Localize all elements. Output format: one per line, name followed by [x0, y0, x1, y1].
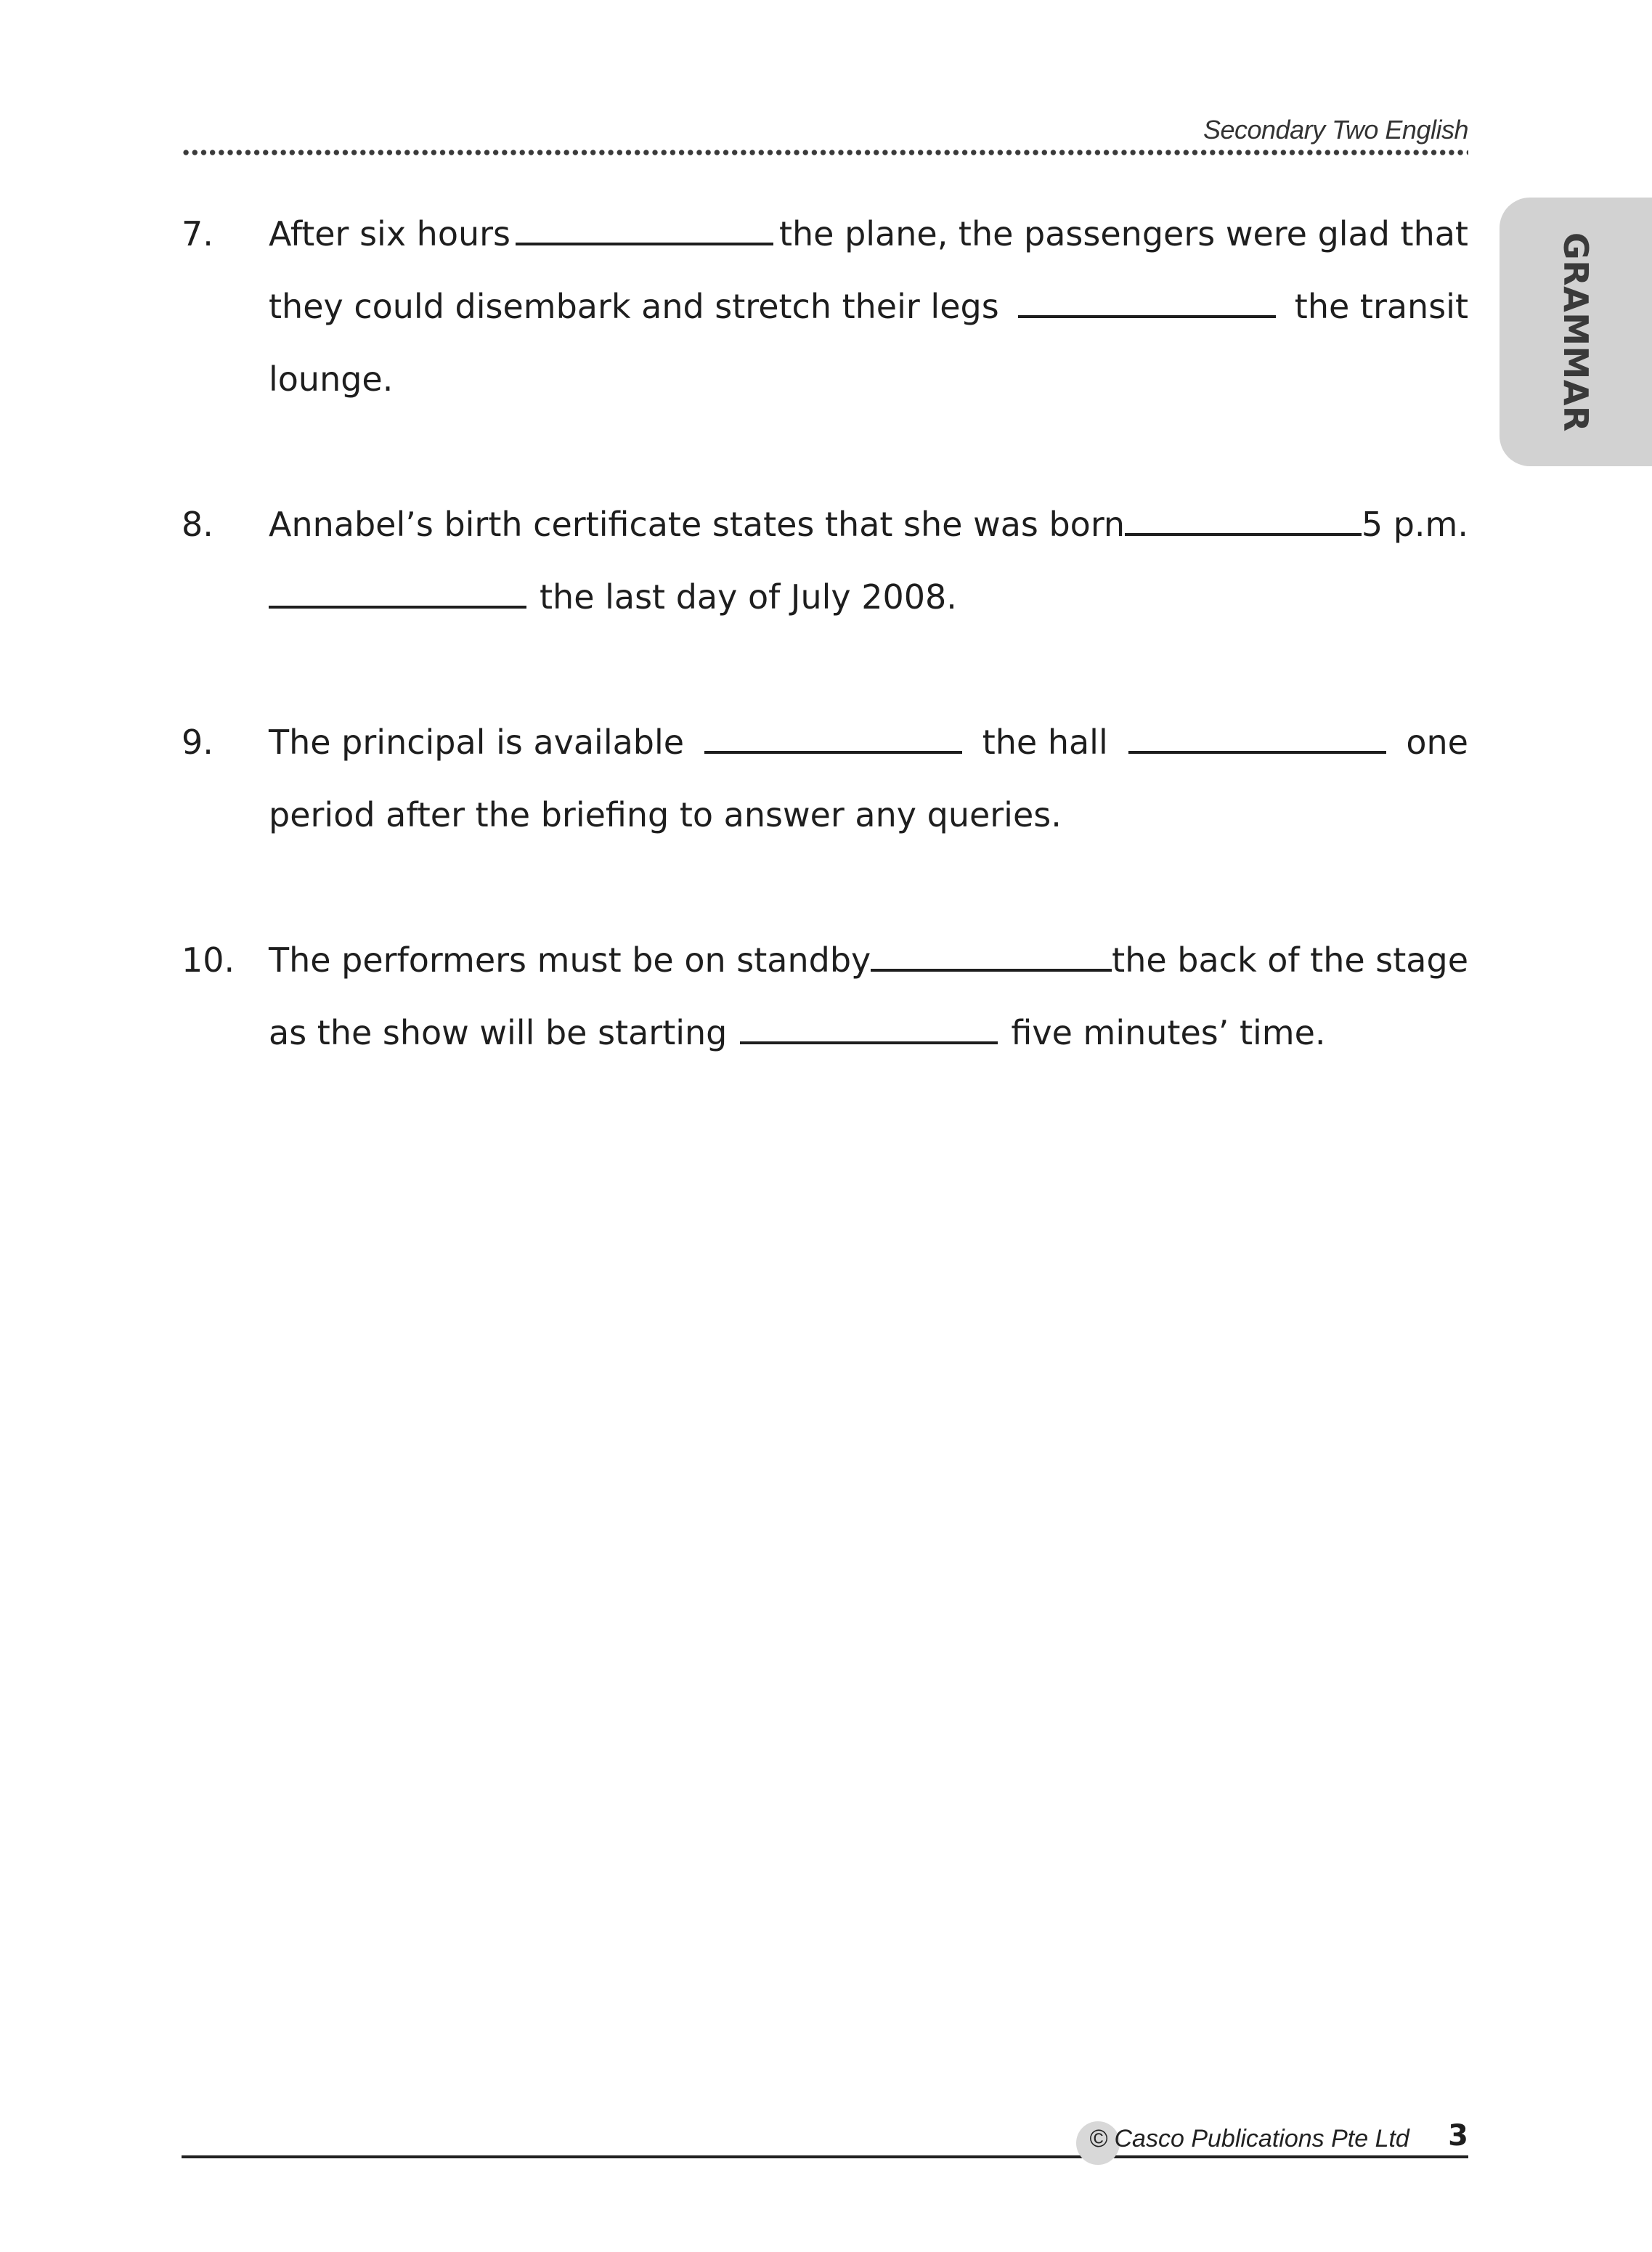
- question-line: [269, 270, 1468, 343]
- question-number: 7.: [182, 214, 213, 253]
- question-text: 5 p.m.: [1361, 505, 1468, 544]
- answer-blank[interactable]: [1018, 315, 1276, 318]
- page-number: 3: [1448, 2119, 1468, 2153]
- publisher-credit: © Casco Publications Pte Ltd: [1089, 2125, 1409, 2153]
- question-text: After six hours: [269, 214, 511, 253]
- answer-blank[interactable]: [871, 969, 1112, 972]
- section-tab-label-box: [1500, 198, 1652, 466]
- question-text: Annabel’s birth certificate states that she was born: [269, 505, 1126, 544]
- question-text: period after the briefing to answer any queries.: [269, 795, 1062, 834]
- question-line: [269, 198, 1468, 270]
- question-text: they could disembark and stretch their legs: [269, 287, 999, 326]
- footer-rule: [182, 2155, 1468, 2158]
- question-text: the transit: [1294, 287, 1468, 326]
- question-line: [269, 779, 1468, 851]
- section-tab-label: GRAMMAR: [1556, 232, 1595, 432]
- question-line: [269, 996, 1468, 1069]
- answer-blank[interactable]: [269, 606, 526, 609]
- answer-blank[interactable]: [704, 751, 962, 754]
- question-line: [269, 561, 1468, 633]
- question-text: as the show will be starting: [269, 1013, 728, 1052]
- question-line: [269, 488, 1468, 561]
- question-number: 8.: [182, 505, 213, 544]
- running-header: Secondary Two English: [1203, 115, 1468, 145]
- question-text: The principal is available: [269, 723, 685, 762]
- question-line: [269, 343, 1468, 415]
- question-text: five minutes’ time.: [1011, 1013, 1326, 1052]
- question-number: 10.: [182, 940, 235, 980]
- question-text: the plane, the passengers were glad that: [778, 214, 1468, 253]
- answer-blank[interactable]: [1125, 533, 1362, 536]
- question-text: lounge.: [269, 359, 394, 399]
- question-text: the hall: [982, 723, 1108, 762]
- question-text: The performers must be on standby: [269, 940, 871, 980]
- question-line: [269, 924, 1468, 996]
- question-text: the last day of July 2008.: [540, 577, 957, 617]
- answer-blank[interactable]: [516, 243, 773, 245]
- question-number: 9.: [182, 723, 213, 762]
- answer-blank[interactable]: [740, 1041, 998, 1044]
- question-line: [269, 706, 1468, 779]
- question-text: the back of the stage: [1112, 940, 1468, 980]
- dotted-divider: [182, 149, 1468, 156]
- answer-blank[interactable]: [1128, 751, 1386, 754]
- question-text: one: [1406, 723, 1468, 762]
